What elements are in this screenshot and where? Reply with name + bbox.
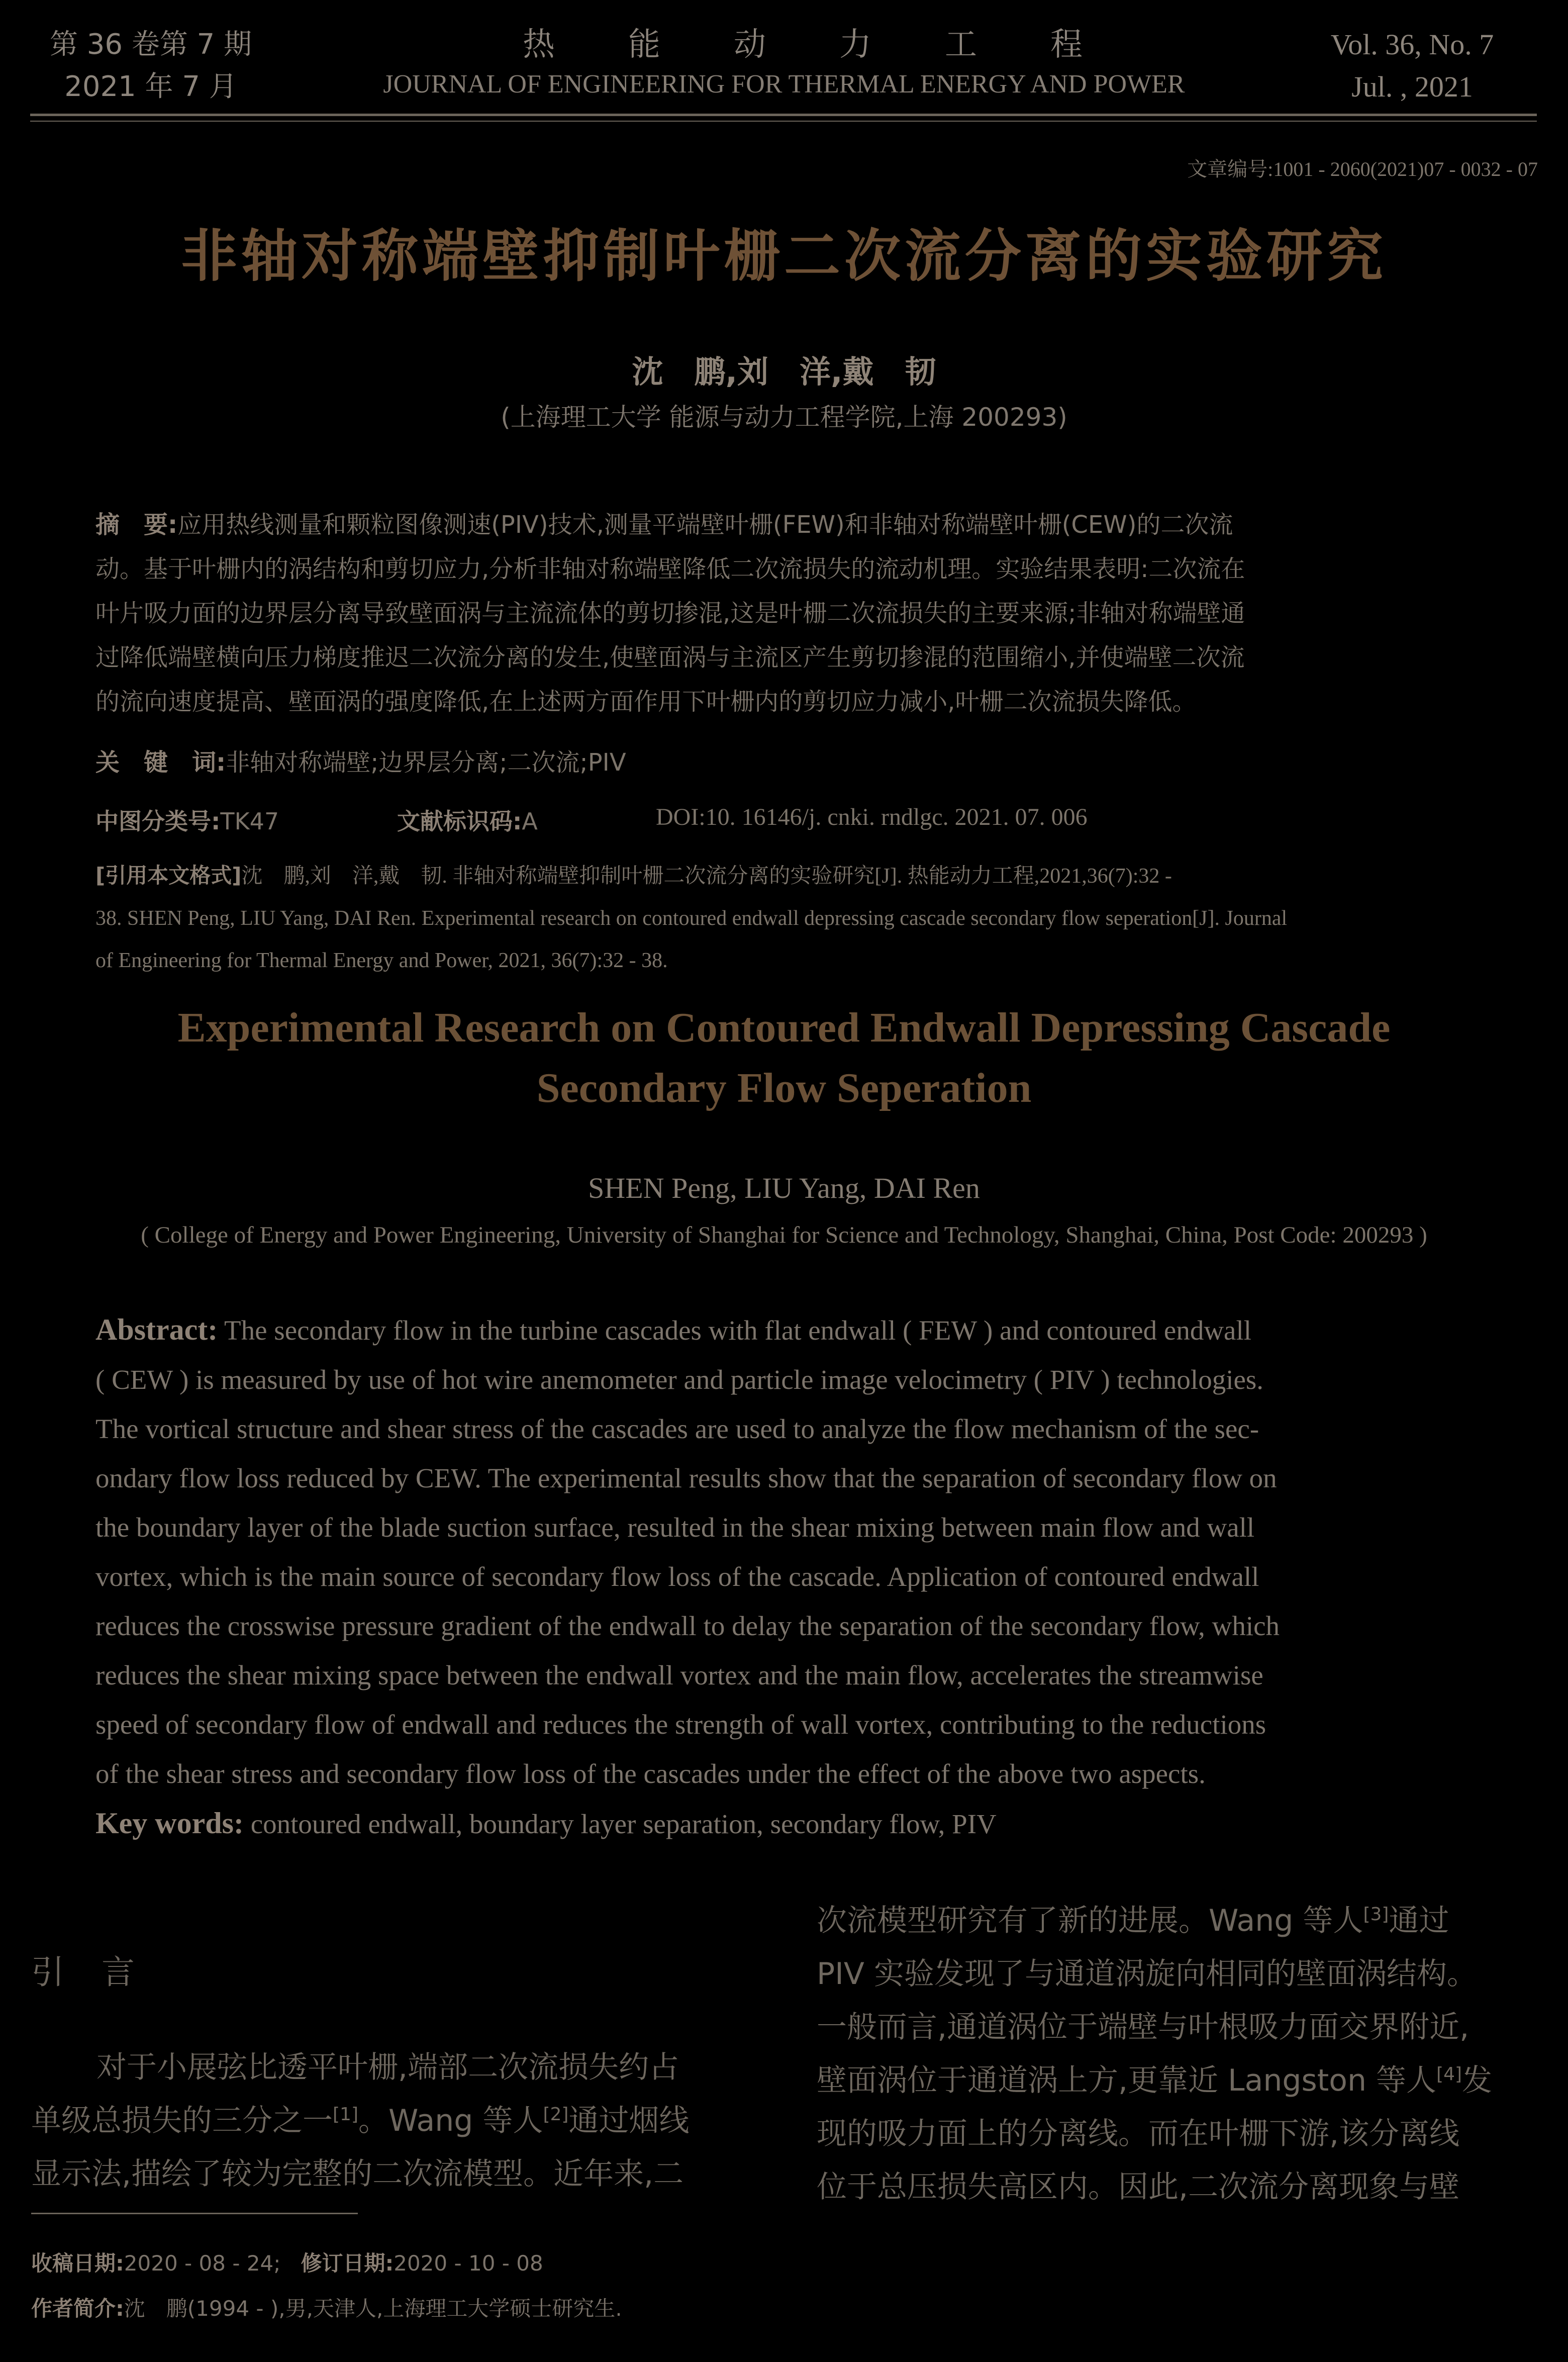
- abstract-cn-line: 的流向速度提高、壁面涡的强度降低,在上述两方面作用下叶栅内的剪切应力减小,叶栅二次流损失降低。: [95, 688, 1197, 716]
- author-bio-label: 作者简介:: [31, 2296, 124, 2321]
- intro-right-line: 位于总压损失高区内。因此,二次流分离现象与壁: [817, 2169, 1460, 2205]
- article-number: 文章编号:1001 - 2060(2021)07 - 0032 - 07: [1187, 158, 1538, 180]
- abstract-cn-label: 摘 要:: [95, 511, 178, 539]
- classification-row: [95, 803, 279, 836]
- header-rule-thin: [30, 121, 1537, 122]
- doc-value: A: [522, 808, 538, 835]
- intro-right-line: 现的吸力面上的分离线。而在叶栅下游,该分离线: [817, 2116, 1460, 2151]
- citation-line: 沈 鹏,刘 洋,戴 韧. 非轴对称端壁抑制叶栅二次流分离的实验研究[J]. 热能动力工程,2021,36(7):32 -: [241, 865, 1172, 888]
- abstract-en: [95, 1305, 1473, 1849]
- abstract-en-label: Abstract:: [95, 1313, 218, 1346]
- authors-cn: 沈 鹏,刘 洋,戴 韧: [632, 353, 936, 390]
- revised-label: 修订日期:: [301, 2251, 394, 2276]
- intro-right-line: PIV 实验发现了与通道涡旋向相同的壁面涡结构。: [817, 1956, 1477, 1992]
- citation-label: [引用本文格式]: [95, 863, 242, 888]
- abstract-cn-line: 动。基于叶栅内的涡结构和剪切应力,分析非轴对称端壁降低二次流损失的流动机理。实验结果表明:二次流在: [95, 555, 1245, 583]
- abstract-en-line: reduces the crosswise pressure gradient of the endwall to delay the separation of the secondary flow, which: [95, 1611, 1280, 1641]
- keywords-cn-text: 非轴对称端壁;边界层分离;二次流;PIV: [226, 748, 626, 777]
- abstract-cn: [95, 503, 1473, 724]
- volume-en: Vol. 36, No. 7: [1330, 28, 1494, 61]
- journal-name-en: JOURNAL OF ENGINEERING FOR THERMAL ENERGY AND POWER: [383, 70, 1185, 99]
- intro-left-line: 单级总损失的三分之一[1]。Wang 等人[2]通过烟线: [31, 2103, 690, 2138]
- intro-right-line: 壁面涡位于通道涡上方,更靠近 Langston 等人[4]发: [817, 2063, 1493, 2098]
- authors-en: SHEN Peng, LIU Yang, DAI Ren: [588, 1172, 980, 1204]
- footnote-rule: [31, 2213, 358, 2214]
- section-heading-intro: 引 言: [31, 1953, 137, 1992]
- keywords-en-text: contoured endwall, boundary layer separation, secondary flow, PIV: [250, 1809, 997, 1839]
- abstract-en-line: vortex, which is the main source of secondary flow loss of the cascade. Application of contoured endwall: [95, 1561, 1259, 1592]
- intro-left-line: 显示法,描绘了较为完整的二次流模型。近年来,二: [31, 2156, 684, 2192]
- clc-label: 中图分类号:: [95, 808, 221, 835]
- title-cn: 非轴对称端壁抑制叶栅二次流分离的实验研究: [181, 224, 1387, 289]
- abstract-en-line: the boundary layer of the blade suction surface, resulted in the shear mixing between main flow and wall: [95, 1512, 1255, 1543]
- received-date: 2020 - 08 - 24;: [124, 2251, 281, 2276]
- affiliation-en: ( College of Energy and Power Engineering, University of Shanghai for Science and Technology, Shanghai, China, Post Code: 200293 ): [141, 1222, 1427, 1248]
- volume-cn: 第 36 卷第 7 期: [49, 28, 252, 61]
- doc-code: [397, 803, 538, 836]
- header-rule-thick: [30, 114, 1537, 116]
- keywords-cn-label: 关 键 词:: [95, 748, 226, 777]
- abstract-en-line: ( CEW ) is measured by use of hot wire anemometer and particle image velocimetry ( PIV ) technologies.: [95, 1364, 1264, 1395]
- date-en: Jul. , 2021: [1351, 70, 1473, 103]
- intro-right-line: 一般而言,通道涡位于端壁与叶根吸力面交界附近,: [817, 2010, 1469, 2045]
- doc-label: 文献标识码:: [397, 808, 522, 835]
- keywords-en-label: Key words:: [95, 1807, 244, 1840]
- footnote-author: [31, 2292, 622, 2322]
- doi: DOI:10. 16146/j. cnki. rndlgc. 2021. 07. 006: [656, 804, 1088, 830]
- footnote-dates: [31, 2247, 543, 2277]
- citation-line: of Engineering for Thermal Energy and Power, 2021, 36(7):32 - 38.: [95, 949, 668, 972]
- date-cn: 2021 年 7 月: [64, 70, 237, 103]
- journal-name-cn: 热 能 动 力 工 程: [523, 26, 1086, 63]
- citation-line: 38. SHEN Peng, LIU Yang, DAI Ren. Experimental research on contoured endwall depressing cascade secondary flow seperation[J]. Journal: [95, 907, 1288, 930]
- abstract-en-line: The vortical structure and shear stress of the cascades are used to analyze the flow mechanism of the sec-: [95, 1413, 1259, 1444]
- abstract-cn-line: 叶片吸力面的边界层分离导致壁面涡与主流流体的剪切掺混,这是叶栅二次流损失的主要来源;非轴对称端壁通: [95, 599, 1245, 627]
- abstract-cn-line: 过降低端壁横向压力梯度推迟二次流分离的发生,使壁面涡与主流区产生剪切掺混的范围缩小,并使端壁二次流: [95, 643, 1245, 672]
- title-en-line-1: Experimental Research on Contoured Endwall Depressing Cascade: [177, 1004, 1391, 1051]
- intro-right-line: 次流模型研究有了新的进展。Wang 等人[3]通过: [817, 1903, 1449, 1938]
- keywords-cn: [95, 743, 626, 778]
- clc-value: TK47: [220, 808, 279, 835]
- author-bio: 沈 鹏(1994 - ),男,天津人,上海理工大学硕士研究生.: [124, 2296, 622, 2321]
- affiliation-cn: (上海理工大学 能源与动力工程学院,上海 200293): [501, 403, 1067, 432]
- abstract-cn-line: 应用热线测量和颗粒图像测速(PIV)技术,测量平端壁叶栅(FEW)和非轴对称端壁叶栅(CEW)的二次流: [177, 511, 1233, 539]
- intro-left-line: 对于小展弦比透平叶栅,端部二次流损失约占: [96, 2050, 679, 2085]
- abstract-en-line: ondary flow loss reduced by CEW. The experimental results show that the separation of secondary flow on: [95, 1463, 1277, 1493]
- citation: [95, 855, 1473, 982]
- title-en-line-2: Secondary Flow Seperation: [536, 1065, 1032, 1111]
- intro-right-column: [817, 1894, 1540, 2214]
- abstract-en-line: speed of secondary flow of endwall and reduces the strength of wall vortex, contributing to the reductions: [95, 1709, 1266, 1740]
- revised-date: 2020 - 10 - 08: [394, 2251, 543, 2276]
- abstract-en-line: of the shear stress and secondary flow loss of the cascades under the effect of the above two aspects.: [95, 1758, 1206, 1789]
- abstract-en-line: reduces the shear mixing space between the endwall vortex and the main flow, accelerates the streamwise: [95, 1660, 1263, 1690]
- received-label: 收稿日期:: [31, 2251, 124, 2276]
- intro-left-column: [31, 2041, 755, 2201]
- abstract-en-line: The secondary flow in the turbine cascades with flat endwall ( FEW ) and contoured endwall: [224, 1315, 1252, 1346]
